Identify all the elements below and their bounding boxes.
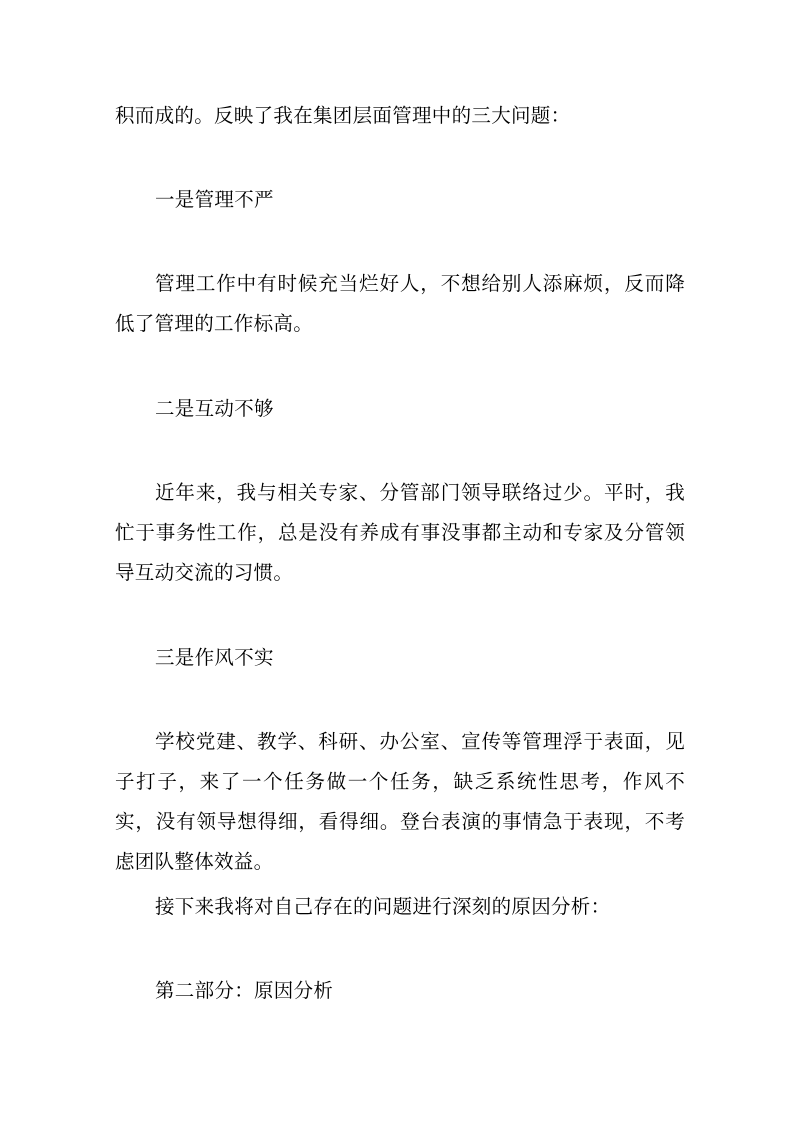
heading-point-two: 二是互动不够	[155, 397, 274, 420]
paragraph-point-three: 学校党建、教学、科研、办公室、宣传等管理浮于表面，见子打子，来了一个任务做一个任务，缺乏系统性思考，作风不实，没有领导想得细，看得细。登台表演的事情急于表现，不考虑团队整体效益。	[115, 730, 685, 873]
section-heading-part-two: 第二部分：原因分析	[155, 979, 334, 1002]
paragraph-point-one: 管理工作中有时候充当烂好人，不想给别人添麻烦，反而降低了管理的工作标高。	[115, 272, 685, 335]
paragraph-continuation: 积而成的。反映了我在集团层面管理中的三大问题：	[115, 104, 571, 127]
paragraph-transition: 接下来我将对自己存在的问题进行深刻的原因分析：	[155, 895, 611, 918]
heading-point-three: 三是作风不实	[155, 646, 274, 669]
paragraph-point-two: 近年来，我与相关专家、分管部门领导联络过少。平时，我忙于事务性工作，总是没有养成有事没事都主动和专家及分管领导互动交流的习惯。	[115, 481, 685, 584]
heading-point-one: 一是管理不严	[155, 188, 274, 211]
